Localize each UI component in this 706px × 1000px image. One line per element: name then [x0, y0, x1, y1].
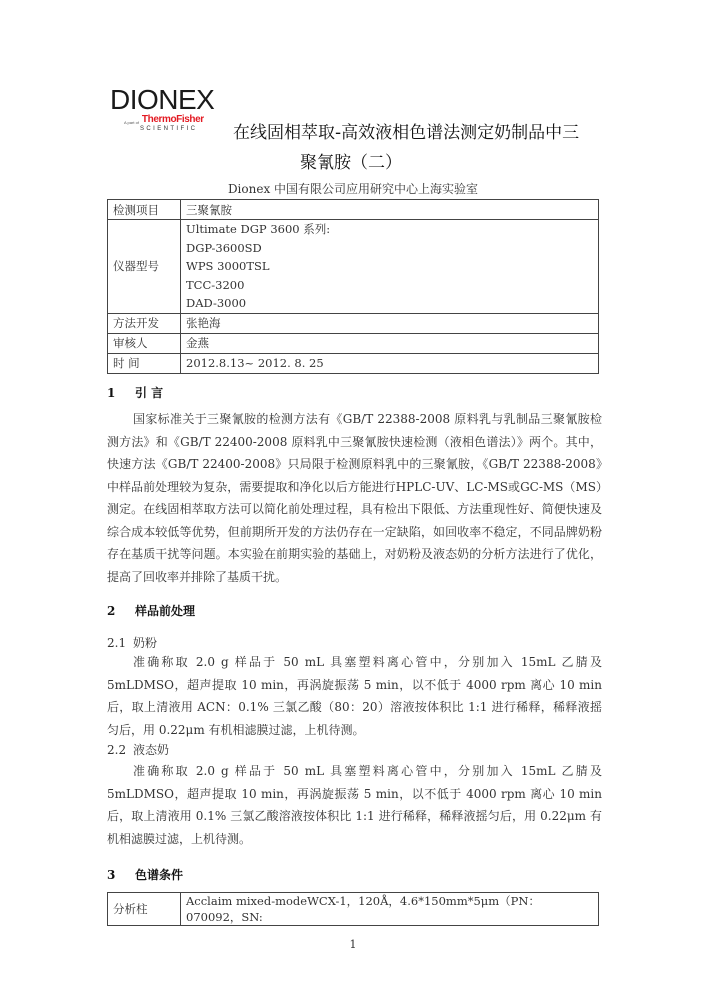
table-row: [108, 353, 599, 373]
info-value: 三聚氰胺: [181, 200, 599, 220]
instrument-line: DGP-3600SD: [186, 240, 262, 255]
info-table: [107, 199, 599, 374]
table-row: [108, 200, 599, 220]
instrument-line: Ultimate DGP 3600 系列:: [186, 222, 331, 236]
section-title: 样品前处理: [135, 604, 196, 618]
info-value: 2012.8.13~ 2012. 8. 25: [181, 353, 599, 373]
section-1-body: 国家标准关于三聚氰胺的检测方法有《GB/T 22388-2008 原料乳与乳制品三聚氰胺检测方法》和《GB/T 22400-2008 原料乳中三聚氰胺快速检测（液相色谱法）》两个。其中，快速方法《GB/T 22400-2008》只局限于检测原料乳中的三聚氰胺，《GB/T 22388-2008》中样品前处理较为复杂，需要提取和净化以后方能进行HPLC-UV、LC-MS或GC-MS（MS）测定。在线固相萃取方法可以简化前处理过程，具有检出下限低、方法重现性好、简便快速及综合成本较低等优势，但前期所开发的方法仍存在一定缺陷，如回收率不稳定，不同品牌奶粉存在基质干扰等问题。本实验在前期实验的基础上，对奶粉及液态奶的分析方法进行了优化，提高了回收率并排除了基质干扰。: [107, 412, 602, 584]
section-2-heading: [107, 602, 195, 619]
table-row: [108, 333, 599, 353]
info-value: 金燕: [181, 333, 599, 353]
table-row: [108, 313, 599, 333]
subsection-title: 奶粉: [133, 636, 158, 650]
condition-key: 分析柱: [108, 893, 181, 926]
info-key: 时 间: [108, 353, 181, 373]
logo-thermofisher: ThermoFisher: [141, 114, 204, 125]
dionex-logo: [110, 86, 222, 133]
instrument-line: WPS 3000TSL: [186, 259, 270, 274]
table-row: [108, 220, 599, 314]
instrument-line: TCC-3200: [186, 277, 245, 292]
subsection-2-1-body: 准确称取 2.0 g 样品于 50 mL 具塞塑料离心管中，分别加入 15mL 乙腈及 5mLDMSO，超声提取 10 min，再涡旋振荡 5 min，以不低于 4000 rpm 离心 10 min 后，取上清液用 ACN：0.1% 三氯乙酸（80：20）溶液按体积比 1:1 进行稀释，稀释液摇匀后，用 0.22μm 有机相滤膜过滤，上机待测。: [107, 655, 602, 737]
subsection-2-2-heading: [107, 741, 169, 758]
condition-value: Acclaim mixed-modeWCX-1，120Å，4.6*150mm*5μm（PN：070092，SN:: [181, 893, 599, 926]
section-number: 2: [107, 604, 116, 618]
info-value: [181, 220, 599, 314]
logo-brand: DIONEX: [110, 84, 215, 115]
section-number: 1: [107, 386, 116, 400]
logo-apart: A part of: [124, 120, 139, 125]
doc-title-line1: 在线固相萃取-高效液相色谱法测定奶制品中三: [233, 123, 580, 143]
subsection-2-1-heading: [107, 634, 157, 651]
info-key: 审核人: [108, 333, 181, 353]
subsection-2-2-body: 准确称取 2.0 g 样品于 50 mL 具塞塑料离心管中，分别加入 15mL 乙腈及 5mLDMSO，超声提取 10 min，再涡旋振荡 5 min，以不低于 4000 rpm 离心 10 min 后，取上清液用 0.1% 三氯乙酸溶液按体积比 1:1 进行稀释，稀释液摇匀后，用 0.22μm 有机相滤膜过滤，上机待测。: [107, 764, 602, 846]
table-row: [108, 893, 599, 926]
doc-subtitle: Dionex 中国有限公司应用研究中心上海实验室: [227, 182, 479, 196]
subsection-title: 液态奶: [133, 743, 170, 757]
subsection-number: 2.2: [107, 743, 127, 757]
section-title: 色谱条件: [135, 868, 184, 882]
chromatography-table: [107, 892, 599, 926]
info-value: 张艳海: [181, 313, 599, 333]
info-key: 检测项目: [108, 200, 181, 220]
page-number: 1: [349, 938, 357, 951]
info-key: 方法开发: [108, 313, 181, 333]
section-number: 3: [107, 868, 116, 882]
info-key: 仪器型号: [108, 220, 181, 314]
subsection-number: 2.1: [107, 636, 127, 650]
section-1-heading: [107, 384, 163, 401]
section-title: 引 言: [135, 386, 164, 400]
doc-title-line2: 聚氰胺（二）: [300, 153, 402, 173]
section-3-heading: [107, 866, 183, 883]
instrument-line: DAD-3000: [186, 296, 247, 311]
logo-scientific: SCIENTIFIC: [140, 126, 198, 132]
